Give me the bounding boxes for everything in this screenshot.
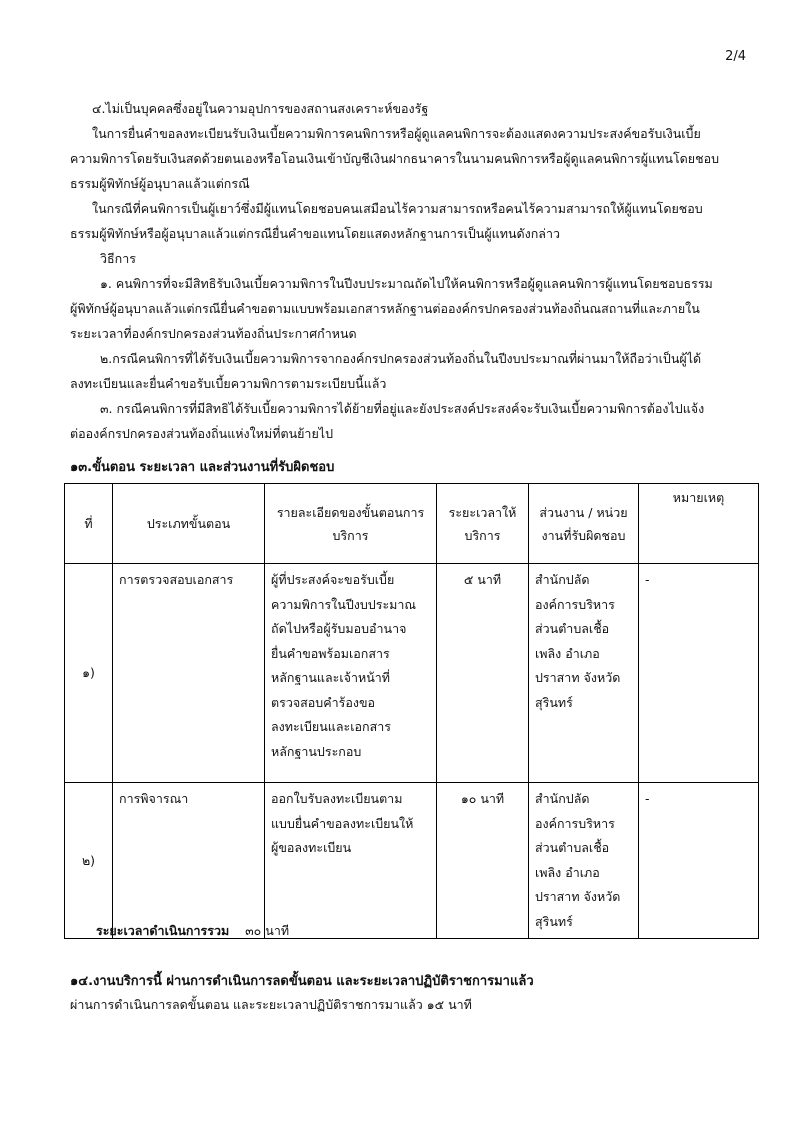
row-note: -	[639, 783, 759, 939]
section-14-title: ๑๔.งานบริการนี้ ผ่านการดำเนินการลดขั้นตอน และระยะเวลาปฏิบัติราชการมาแล้ว	[70, 974, 534, 989]
row-unit: สำนักปลัด องค์การบริหาร ส่วนตำบลเชื้อ เพลิง อำเภอ ปราสาท จังหวัด สุรินทร์	[529, 564, 639, 783]
row-detail: ผู้ที่ประสงค์จะขอรับเบี้ย ความพิการในปีงบประมาณ ถัดไปหรือผู้รับมอบอำนาจ ยื่นคำขอพร้อมเอกสาร หลักฐานและเจ้าหน้าที่ ตรวจสอบคำร้องขอ ลงทะเบียนและเอกสาร หลักฐานประกอบ	[265, 564, 437, 783]
section-14-description: ผ่านการดำเนินการลดขั้นตอน และระยะเวลาปฏิบัติราชการมาแล้ว ๑๕ นาที	[70, 997, 472, 1012]
paragraph-line: ในกรณีที่คนพิการเป็นผู้เยาว์ซึ่งมีผู้แทนโดยชอบคนเสมือนไร้ความสามารถหรือคนไร้ความสามารถให้ผู้แทนโดยชอบ	[92, 201, 703, 216]
header-duration: ระยะเวลาให้บริการ	[437, 484, 529, 564]
section-13-title: ๑๓.ขั้นตอน ระยะเวลา และส่วนงานที่รับผิดชอบ	[70, 460, 335, 475]
header-no: ที่	[65, 484, 113, 564]
page-number: 2/4	[725, 49, 746, 64]
row-detail: ออกใบรับลงทะเบียนตาม แบบยื่นคำขอลงทะเบียนให้ ผู้ขอลงทะเบียน	[265, 783, 437, 939]
total-duration-label: ระยะเวลาดำเนินการรวม	[96, 923, 230, 938]
paragraph-line: ความพิการโดยรับเงินสดด้วยตนเองหรือโอนเงินเข้าบัญชีเงินฝากธนาคารในนามคนพิการหรือผู้ดูแลคนพิการผู้แทนโดยชอบ	[70, 151, 720, 166]
table-header-row	[65, 484, 759, 564]
row-number: ๒)	[65, 783, 113, 939]
header-detail: รายละเอียดของขั้นตอนการบริการ	[265, 484, 437, 564]
paragraph-line: ในการยื่นคำขอลงทะเบียนรับเงินเบี้ยความพิการคนพิการหรือผู้ดูแลคนพิการจะต้องแสดงความประสงค์ขอรับเงินเบี้ย	[92, 126, 701, 141]
paragraph-line: วิธีการ	[100, 251, 136, 266]
header-type: ประเภทขั้นตอน	[113, 484, 265, 564]
total-duration	[96, 921, 289, 941]
paragraph-line: ๒.กรณีคนพิการที่ได้รับเงินเบี้ยความพิการจากองค์กรปกครองส่วนท้องถิ่นในปีงบประมาณที่ผ่านมาให้ถือว่าเป็นผู้ได้	[100, 351, 702, 366]
paragraph-line: ๓. กรณีคนพิการที่มีสิทธิได้รับเบี้ยความพิการได้ย้ายที่อยู่และยังประสงค์ประสงค์จะรับเงินเบี้ยความพิการต้องไปแจ้ง	[100, 401, 705, 416]
row-number: ๑)	[65, 564, 113, 783]
header-unit: ส่วนงาน / หน่วยงานที่รับผิดชอบ	[529, 484, 639, 564]
row-duration: ๑๐ นาที	[437, 783, 529, 939]
eligibility-text	[70, 96, 748, 446]
header-note: หมายเหตุ	[639, 484, 759, 564]
table-row	[65, 783, 759, 939]
paragraph-line: ๔.ไม่เป็นบุคคลซึ่งอยู่ในความอุปการของสถานสงเคราะห์ของรัฐ	[92, 101, 429, 116]
row-note: -	[639, 564, 759, 783]
paragraph-line: ระยะเวลาที่องค์กรปกครองส่วนท้องถิ่นประกาศกำหนด	[70, 326, 357, 341]
total-duration-value: ๓๐ นาที	[245, 923, 290, 938]
paragraph-line: ธรรมผู้พิทักษ์ผู้อนุบาลแล้วแต่กรณี	[70, 176, 250, 191]
row-duration: ๕ นาที	[437, 564, 529, 783]
paragraph-line: ต่อองค์กรปกครองส่วนท้องถิ่นแห่งใหม่ที่ตนย้ายไป	[70, 426, 334, 441]
paragraph-line: ลงทะเบียนและยื่นคำขอรับเบี้ยความพิการตามระเบียบนี้แล้ว	[70, 376, 387, 391]
paragraph-line: ผู้พิทักษ์ผู้อนุบาลแล้วแต่กรณียื่นคำขอตามแบบพร้อมเอกสารหลักฐานต่อองค์กรปกครองส่วนท้องถิ่นณสถานที่และภายใน	[70, 301, 700, 316]
row-unit: สำนักปลัด องค์การบริหาร ส่วนตำบลเชื้อ เพลิง อำเภอ ปราสาท จังหวัด สุรินทร์	[529, 783, 639, 939]
paragraph-line: ๑. คนพิการที่จะมีสิทธิรับเงินเบี้ยความพิการในปีงบประมาณถัดไปให้คนพิการหรือผู้ดูแลคนพิการผู้แทนโดยชอบธรรม	[100, 276, 713, 291]
steps-table	[64, 483, 759, 939]
row-type: การพิจารณา	[113, 783, 265, 939]
table-row	[65, 564, 759, 783]
row-type: การตรวจสอบเอกสาร	[113, 564, 265, 783]
paragraph-line: ธรรมผู้พิทักษ์หรือผู้อนุบาลแล้วแต่กรณียื่นคำขอแทนโดยแสดงหลักฐานการเป็นผู้แทนดังกล่าว	[70, 226, 560, 241]
